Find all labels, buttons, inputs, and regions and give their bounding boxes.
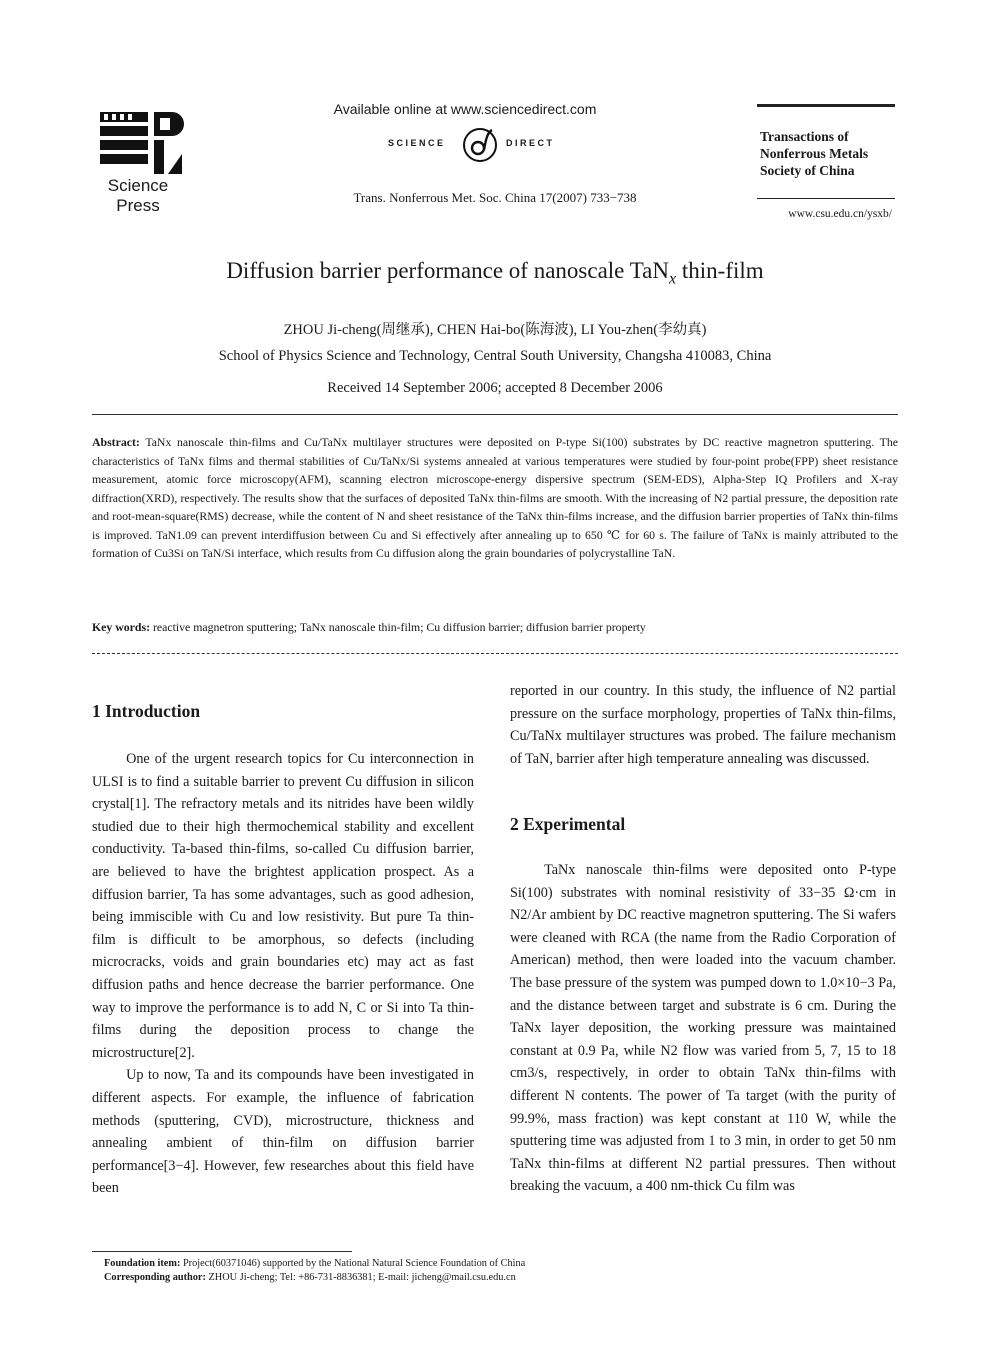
footnotes bbox=[104, 1257, 904, 1285]
sciencedirect-d-icon bbox=[460, 126, 500, 164]
corresponding-author-label: Corresponding author: bbox=[104, 1272, 206, 1283]
experimental-paragraph-1: TaNx nanoscale thin-films were deposited onto P-type Si(100) substrates with nominal resistivity of 33−35 Ω·cm in N2/Ar ambient by DC reactive magnetron sputtering. The Si wafers were cleaned with RCA (the name from the Radio Corporation of American) method, then were loaded into the vacuum chamber. The base pressure of the system was pumped down to 1.0×10−3 Pa, and the distance between target and substrate is 6 cm. During the TaNx layer deposition, the working pressure was maintained constant at 0.9 Pa, while N2 flow was varied from 5, 7, 15 to 18 cm3/s, respectively, in order to obtain TaNx thin-films with different N contents. The power of Ta target (with the purity of 99.9%, mass fraction) was kept constant at 110 W, while the sputtering time was adjusted from 1 to 3 min, in order to get 50 nm TaNx thin-films at different N2 partial pressures. Then without breaking the vacuum, a 400 nm-thick Cu film was bbox=[510, 862, 896, 1195]
intro-paragraph-2: Up to now, Ta and its compounds have been investigated in different aspects. For example, the influence of fabrication methods (sputtering, CVD), microstructure, thickness and annealing ambient of thin-film on diffusion barrier performance[3−4]. However, few researches about this field have been bbox=[92, 1067, 474, 1197]
section-2-column bbox=[510, 859, 896, 1198]
paper-title bbox=[0, 258, 990, 288]
affiliation: School of Physics Science and Technology, Central South University, Changsha 410083, China bbox=[218, 348, 772, 364]
keywords-text: reactive magnetron sputtering; TaNx nanoscale thin-film; Cu diffusion barrier; diffusion barrier property bbox=[152, 620, 646, 634]
section-1-heading: 1 Introduction bbox=[92, 701, 201, 721]
received-accepted-dates: Received 14 September 2006; accepted 8 December 2006 bbox=[327, 380, 663, 396]
journal-name-line-1: Transactions of bbox=[760, 129, 849, 144]
journal-bottom-rule bbox=[757, 198, 895, 199]
abstract bbox=[92, 433, 898, 563]
corresponding-author-text: ZHOU Ji-cheng; Tel: +86-731-8836381; E-mail: jicheng@mail.csu.edu.cn bbox=[208, 1272, 516, 1283]
section-1-right-column bbox=[510, 680, 896, 770]
title-suffix: thin-film bbox=[676, 258, 764, 283]
author-footnote bbox=[104, 1271, 904, 1285]
journal-name bbox=[760, 128, 900, 179]
abstract-top-rule bbox=[92, 414, 898, 415]
foundation-footnote bbox=[104, 1257, 904, 1271]
publisher-line-1: Science bbox=[107, 176, 169, 195]
title-subscript: x bbox=[668, 270, 677, 288]
sd-right-word: DIRECT bbox=[506, 138, 555, 148]
publisher-line-2: Press bbox=[116, 196, 160, 215]
available-online-text: Available online at www.sciencedirect.com bbox=[333, 101, 597, 117]
abstract-text: TaNx nanoscale thin-films and Cu/TaNx multilayer structures were deposited on P-type Si(100) substrates by DC reactive magnetron sputtering. The characteristics of TaNx films and thermal stabilities of Cu/TaNx/Si systems annealed at various temperatures were studied by four-point probe(FPP) sheet resistance measurement, atomic force microscopy(AFM), scanning electron microscope-energy dispersive spectrum (SEM-EDS), Alpha-Step IQ Profilers and X-ray diffraction(XRD), respectively. The results show that the surfaces of deposited TaNx thin-films are smooth. With the increasing of N2 partial pressure, the deposition rate and root-mean-square(RMS) decrease, while the content of N and sheet resistance of the TaNx thin-films increase, and the diffusion barrier properties of TaNx thin-films is improved. TaN1.09 can prevent interdiffusion between Cu and Si effectively after annealing up to 650 ℃ for 60 s. The failure of TaNx is mainly attributed to the formation of Cu3Si on TaN/Si interface, which results from Cu diffusion along the grain boundaries of polycrystalline TaN. bbox=[92, 435, 898, 560]
publisher-name bbox=[93, 176, 183, 216]
intro-paragraph-3: reported in our country. In this study, the influence of N2 partial pressure on the surface morphology, properties of TaNx thin-films, Cu/TaNx multilayer structures was probed. The failure mechanism of TaN, barrier after high temperature annealing was discussed. bbox=[510, 683, 896, 767]
intro-paragraph-1: One of the urgent research topics for Cu interconnection in ULSI is to find a suitable barrier to prevent Cu diffusion in silicon crystal[1]. The refractory metals and its nitrides have been wildly studied due to their high thermochemical stability and excellent conductivity. Ta-based thin-films, so-called Cu diffusion barrier, are believed to have the brightest application prospect. As a diffusion barrier, Ta has some advantages, such as good adhesion, being immiscible with Cu and low resistivity. But pure Ta thin-film is difficult to be amorphous, so defects (including microcracks, voids and grain boundaries etc) may act as fast diffusion paths and hence decrease the barrier performance. One way to improve the performance is to add N, C or Si into Ta thin-films during the deposition process to change the microstructure[2]. bbox=[92, 751, 474, 1061]
abstract-bottom-rule bbox=[92, 653, 898, 654]
abstract-label: Abstract: bbox=[92, 435, 140, 449]
publisher-logo bbox=[98, 110, 188, 216]
section-2-heading: 2 Experimental bbox=[510, 814, 626, 834]
footnote-rule bbox=[92, 1251, 352, 1252]
keywords bbox=[92, 620, 898, 635]
journal-url[interactable]: www.csu.edu.cn/ysxb/ bbox=[788, 208, 892, 220]
journal-name-line-2: Nonferrous Metals bbox=[760, 146, 869, 161]
title-prefix: Diffusion barrier performance of nanoscale TaN bbox=[226, 258, 669, 283]
sd-left-word: SCIENCE bbox=[388, 138, 446, 148]
journal-name-line-3: Society of China bbox=[760, 163, 855, 178]
journal-citation: Trans. Nonferrous Met. Soc. China 17(2007) 733−738 bbox=[353, 190, 637, 205]
sciencedirect-logo bbox=[380, 122, 570, 168]
foundation-text: Project(60371046) supported by the National Natural Science Foundation of China bbox=[182, 1258, 526, 1269]
section-1-left-column bbox=[92, 748, 474, 1200]
keywords-label: Key words: bbox=[92, 620, 150, 634]
science-press-logo-icon bbox=[98, 110, 184, 176]
foundation-label: Foundation item: bbox=[104, 1258, 181, 1269]
author-list: ZHOU Ji-cheng(周继承), CHEN Hai-bo(陈海波), LI You-zhen(李幼真) bbox=[283, 322, 707, 338]
journal-top-rule bbox=[757, 104, 895, 107]
